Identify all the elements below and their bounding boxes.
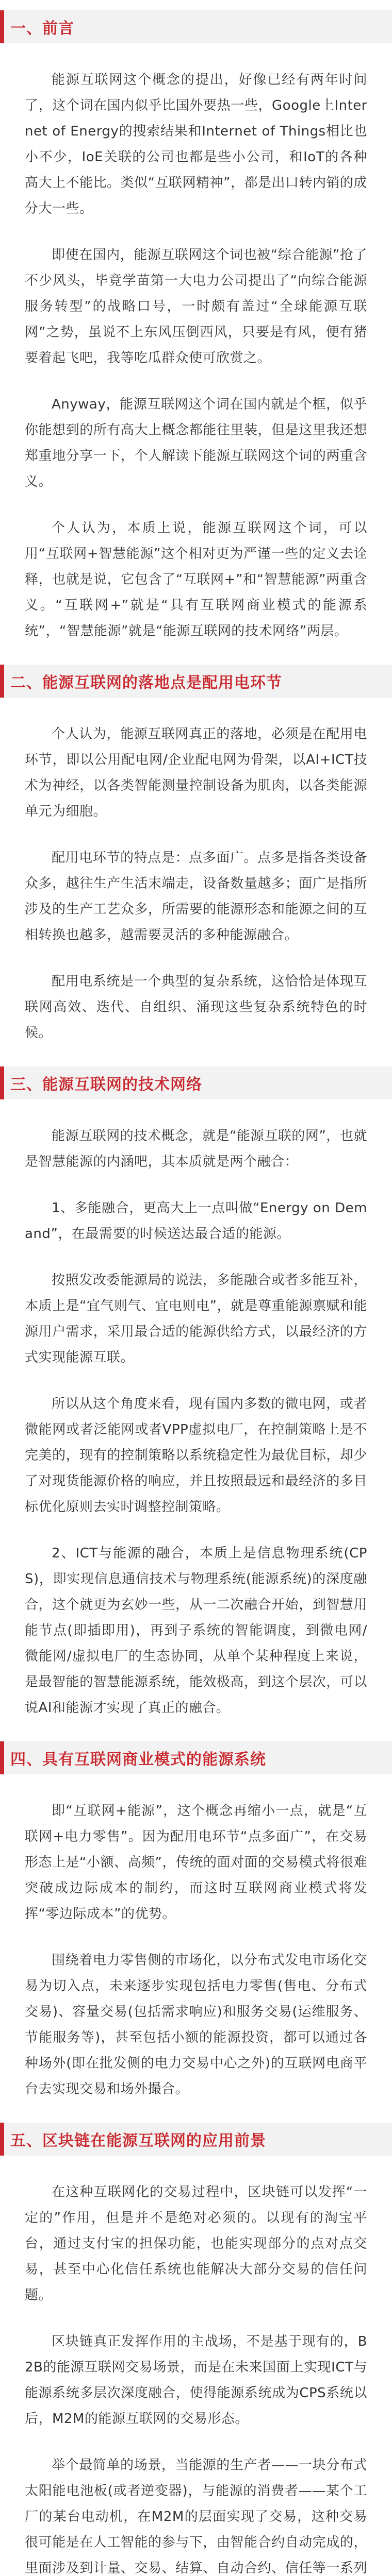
paragraph: 举个最简单的场景，当能源的生产者——一块分布式太阳能电池板(或者逆变器)，与能源的消费者——某个工厂的某台电动机，在M2M的层面实现了交易，这种交易很可能是在人工智能的参与下，由智能合约自动完成的，里面涉及到计量、交易、结算、自动合约、信任等一系列 — [25, 2458, 367, 2576]
section-title: 三、能源互联网的技术网络 — [10, 1076, 202, 1094]
paragraph: 配用电系统是一个典型的复杂系统，这恰恰是体现互联网高效、迭代、自组织、涌现这些复杂系统特色的时候。 — [25, 974, 367, 1041]
paragraph: 配用电环节的特点是：点多面广。点多是指各类设备众多，越往生产生活末端走，设备数量越多；面广是指所涉及的生产工艺众多，所需要的能源形态和能源之间的互相转换也越多，越需要灵活的多种能源融合。 — [25, 850, 367, 943]
paragraph: 区块链真正发挥作用的主战场，不是基于现有的，B2B的能源互联网交易场景，而是在未来国面上实现ICT与能源系统多层次深度融合，使得能源系统成为CPS系统以后，M2M的能源互联网的交易形态。 — [25, 2334, 367, 2427]
accent-bar — [0, 2123, 4, 2156]
paragraph: 能源互联网的技术概念，就是“能源互联的网”，也就是智慧能源的内涵吧，其本质就是两个融合： — [25, 1128, 367, 1170]
paragraph: 围绕着电力零售侧的市场化，以分布式发电市场化交易为切入点，未来逐步实现包括电力零售(售电、分布式交易)、容量交易(包括需求响应)和服务交易(运维服务、节能服务等)，甚至包括小额的能源投资，都可以通过各种场外(即在批发侧的电力交易中心之外)的互联网电商平台去实现交易和场外撮合。 — [25, 1953, 367, 2097]
accent-bar — [0, 665, 4, 698]
section-title: 五、区块链在能源互联网的应用前景 — [10, 2132, 266, 2150]
paragraph: 2、ICT与能源的融合，本质上是信息物理系统(CPS)，即实现信息通信技术与物理系统(能源系统)的深度融合，这个就更为玄妙一些，从一二次融合开始，到智慧用能节点(即插即用)，再到子系统的智能调度，到微电网/微能网/虚拟电厂的生态协同，从单个某种程度上来说，是最智能的智慧能源系统，能效极高，到这个层次，可以说AI和能源才实现了真正的融合。 — [25, 1546, 367, 1716]
accent-bar — [0, 1066, 4, 1099]
section-title: 二、能源互联网的落地点是配用电环节 — [10, 674, 282, 692]
section-header — [0, 665, 392, 698]
section-header — [0, 1066, 392, 1099]
paragraph: 按照发改委能源局的说法，多能融合或者多能互补，本质上是“宜气则气、宜电则电”，就是尊重能源禀赋和能源用户需求，采用最合适的能源供给方式，以最经济的方式实现能源互联。 — [25, 1273, 367, 1365]
section-title: 一、前言 — [10, 20, 74, 38]
paragraph: 个人认为，本质上说，能源互联网这个词，可以用“互联网+智慧能源”这个相对更为严谨一些的定义去诠释，也就是说，它包含了“互联网+”和“智慧能源”两重含义。“互联网+”就是“具有互联网商业模式的能源系统”，“智慧能源”就是“能源互联网的技术网络”两层。 — [25, 520, 367, 639]
paragraph: 个人认为，能源互联网真正的落地，必须是在配用电环节，即以公用配电网/企业配电网为骨架，以AI+ICT技术为神经，以各类智能测量控制设备为肌肉，以各类能源单元为细胞。 — [25, 726, 367, 819]
paragraph: 在这种互联网化的交易过程中，区块链可以发挥“一定的”作用，但是并不是绝对必须的。以现有的淘宝平台，通过支付宝的担保功能，也能实现部分的点对点交易，甚至中心化信任系统也能解决大部分交易的信任问题。 — [25, 2184, 367, 2303]
accent-bar — [0, 10, 4, 43]
paragraph: 即使在国内，能源互联网这个词也被“综合能源”抢了不少风头，毕竟学苗第一大电力公司提出了“向综合能源服务转型”的战略口号，一时颇有盖过“全球能源互联网”之势，虽说不上东风压倒西风，只要是有风，便有猪要着起飞吧，我等吃瓜群众使可欣赏之。 — [25, 247, 367, 366]
section-title: 四、具有互联网商业模式的能源系统 — [10, 1751, 266, 1769]
paragraph: 即“互联网+能源”，这个概念再缩小一点，就是“互联网+电力零售”。因为配用电环节“点多面广”，在交易形态上是“小额、高频”，传统的面对面的交易模式将很难突破成边际成本的制约，而这时互联网商业模式将发挥“零边际成本”的优势。 — [25, 1803, 367, 1922]
paragraph: Anyway，能源互联网这个词在国内就是个框，似乎你能想到的所有高大上概念都能往里装，但是这里我还想郑重地分享一下，个人解读下能源互联网这个词的两重含义。 — [25, 397, 367, 489]
accent-bar — [0, 1741, 4, 1774]
paragraph: 1、多能融合，更高大上一点叫做“Energy on Demand”，在最需要的时候送达最合适的能源。 — [25, 1200, 367, 1242]
paragraph: 所以从这个角度来看，现有国内多数的微电网，或者微能网或者泛能网或者VPP虚拟电厂，在控制策略上是不完美的，现有的控制策略以系统稳定性为最优目标，却少了对现货能源价格的响应，并且按照最远和最经济的多目标优化原则去实时调整控制策略。 — [25, 1396, 367, 1515]
section-header — [0, 2123, 392, 2156]
section-header — [0, 10, 392, 43]
paragraph: 能源互联网这个概念的提出，好像已经有两年时间了，这个词在国内似乎比国外要热一些，Google上Internet of Energy的搜索结果和Internet of Things相比也小不少，IoE关联的公司也都是些小公司，和IoT的各种高大上不能比。类似“互联网精神”，都是出口转内销的成分大一些。 — [25, 72, 367, 216]
section-header — [0, 1741, 392, 1774]
